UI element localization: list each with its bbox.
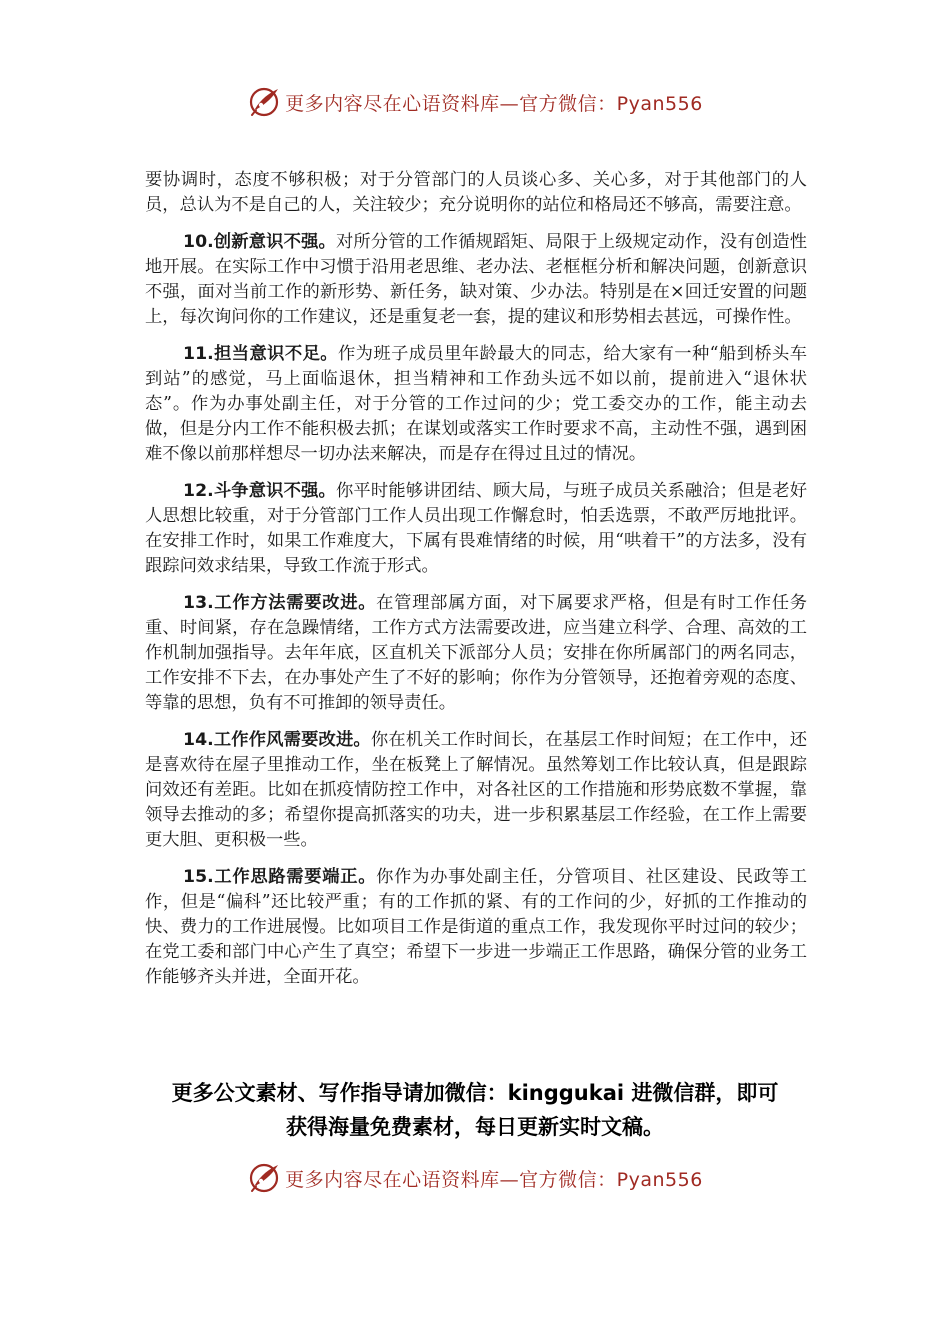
banner-wechat-id: Pyan556 bbox=[616, 1168, 703, 1191]
paragraph-body: 在管理部属方面，对下属要求严格，但是有时工作任务重、时间紧，存在急躁情绪，工作方式方法需要改进，应当建立科学、合理、高效的工作机制加强指导。去年年底，区直机关下派部分人员；安排在你所属部门的两名同志，工作安排不下去，在办事处产生了不好的影响；你作为分管领导，还抱着旁观的态度、等靠的思想，负有不可推卸的领导责任。 bbox=[145, 593, 807, 713]
paragraph-item-13 bbox=[145, 591, 807, 716]
footer-banner bbox=[0, 1158, 950, 1198]
banner-wechat-id: Pyan556 bbox=[616, 92, 703, 115]
header-banner bbox=[0, 82, 950, 122]
paragraph-item-12 bbox=[145, 479, 807, 579]
banner-label: 更多内容尽在心语资料库—官方微信： bbox=[285, 92, 617, 115]
paragraph-body: 你作为办事处副主任，分管项目、社区建设、民政等工作，但是“偏科”还比较严重；有的工作抓的紧、有的工作问的少，好抓的工作推动的快、费力的工作进展慢。比如项目工作是街道的重点工作，我发现你平时过问的较少；在党工委和部门中心产生了真空；希望下一步进一步端正工作思路，确保分管的业务工作能够齐头并进，全面开花。 bbox=[145, 867, 807, 987]
paragraph-body: 对所分管的工作循规蹈矩、局限于上级规定动作，没有创造性地开展。在实际工作中习惯于沿用老思维、老办法、老框框分析和解决问题，创新意识不强，面对当前工作的新形势、新任务，缺对策、少办法。特别是在×回迁安置的问题上，每次询问你的工作建议，还是重复老一套，提的建议和形势相去甚远，可操作性。 bbox=[145, 232, 807, 327]
paragraph-heading: 15.工作思路需要端正。 bbox=[183, 867, 377, 887]
paragraph-item-14 bbox=[145, 728, 807, 853]
paragraph-heading: 10.创新意识不强。 bbox=[183, 232, 336, 252]
document-body bbox=[145, 168, 807, 1002]
quill-logo-icon bbox=[247, 85, 281, 119]
paragraph-item-11 bbox=[145, 342, 807, 467]
promo-note bbox=[0, 1076, 950, 1144]
paragraph-body: 你在机关工作时间长，在基层工作时间短；在工作中，还是喜欢待在屋子里推动工作，坐在板凳上了解情况。虽然筹划工作比较认真，但是跟踪问效还有差距。比如在抓疫情防控工作中，对各社区的工作措施和形势底数不掌握，靠领导去推动的多；希望你提高抓落实的功夫，进一步积累基层工作经验，在工作上需要更大胆、更积极一些。 bbox=[145, 730, 807, 850]
promo-line-1: 更多公文素材、写作指导请加微信：kinggukai 进微信群，即可 bbox=[171, 1081, 779, 1105]
banner-text bbox=[285, 1165, 703, 1192]
quill-logo-icon bbox=[247, 1161, 281, 1195]
paragraph-item-15 bbox=[145, 865, 807, 990]
paragraph-item-10 bbox=[145, 230, 807, 330]
paragraph-heading: 14.工作作风需要改进。 bbox=[183, 730, 371, 750]
promo-line-2: 获得海量免费素材，每日更新实时文稿。 bbox=[286, 1115, 664, 1139]
paragraph-continued bbox=[145, 168, 807, 218]
paragraph-body: 要协调时，态度不够积极；对于分管部门的人员谈心多、关心多，对于其他部门的人员，总认为不是自己的人，关注较少；充分说明你的站位和格局还不够高，需要注意。 bbox=[145, 170, 807, 215]
paragraph-body: 作为班子成员里年龄最大的同志，给大家有一种“船到桥头车到站”的感觉，马上面临退休，担当精神和工作劲头远不如以前，提前进入“退休状态”。作为办事处副主任，对于分管的工作过问的少；党工委交办的工作，能主动去做，但是分内工作不能积极去抓；在谋划或落实工作时要求不高，主动性不强，遇到困难不像以前那样想尽一切办法来解决，而是存在得过且过的情况。 bbox=[145, 344, 807, 464]
paragraph-heading: 11.担当意识不足。 bbox=[183, 344, 338, 364]
paragraph-heading: 13.工作方法需要改进。 bbox=[183, 593, 377, 613]
paragraph-body: 你平时能够讲团结、顾大局，与班子成员关系融洽；但是老好人思想比较重，对于分管部门工作人员出现工作懈怠时，怕丢选票，不敢严厉地批评。在安排工作时，如果工作难度大，下属有畏难情绪的时候，用“哄着干”的方法多，没有跟踪问效求结果，导致工作流于形式。 bbox=[145, 481, 807, 576]
banner-label: 更多内容尽在心语资料库—官方微信： bbox=[285, 1168, 617, 1191]
paragraph-heading: 12.斗争意识不强。 bbox=[183, 481, 336, 501]
banner-text bbox=[285, 89, 703, 116]
